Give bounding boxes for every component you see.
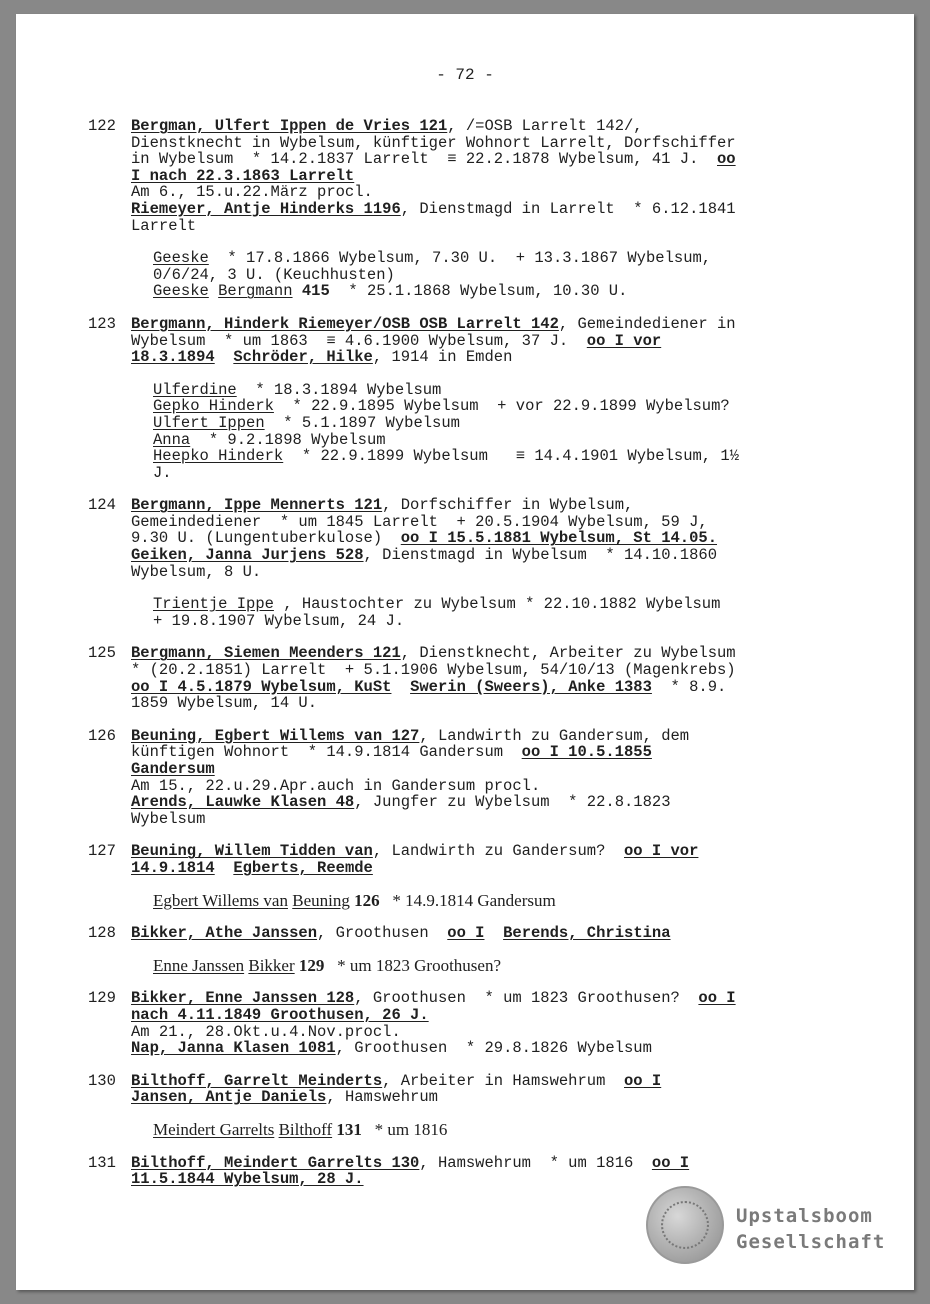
text-segment: * um 1816 — [361, 1119, 448, 1139]
text-segment: , Groothusen * um 1823 Groothusen? — [354, 989, 699, 1008]
entry-line — [131, 201, 848, 218]
text-segment: in Wybelsum * 14.2.1837 Larrelt ≡ 22.2.1878 Wybelsum, 41 J. — [131, 150, 717, 169]
text-segment: Trientje Ippe — [153, 595, 274, 614]
text-segment: oo I 10.5.1855 — [521, 743, 652, 762]
entry-line — [131, 860, 848, 877]
entry-number: 122 — [88, 117, 116, 135]
entry-122 — [88, 118, 848, 300]
child-line — [153, 465, 848, 482]
text-segment: * (20.2.1851) Larrelt + 5.1.1906 Wybelsum, 54/10/13 (Magenkrebs) — [131, 661, 736, 680]
entry-line — [131, 349, 848, 366]
entry-line — [131, 547, 848, 564]
child-line — [153, 1119, 848, 1139]
text-segment: , Landwirth zu Gandersum? — [372, 842, 624, 861]
text-segment: Am 6., 15.u.22.März procl. — [131, 183, 373, 202]
text-segment: Bikker, Athe Janssen — [131, 924, 318, 943]
text-segment: * 25.1.1868 Wybelsum, 10.30 U. — [329, 282, 628, 301]
text-segment: 129 — [298, 955, 325, 975]
text-segment: Beuning, Willem Tidden van — [131, 842, 373, 861]
entry-line — [131, 662, 848, 679]
text-segment: * 9.2.1898 Wybelsum — [190, 430, 386, 449]
text-segment: , Hamswehrum * um 1816 — [419, 1153, 652, 1172]
text-segment: , Hamswehrum — [326, 1088, 438, 1107]
text-segment: Meindert Garrelts — [153, 1119, 275, 1139]
entry-number: 124 — [88, 496, 116, 515]
child-line — [153, 955, 848, 975]
child-line — [153, 596, 848, 613]
entry-line — [131, 530, 848, 547]
entry-127 — [88, 843, 848, 909]
entry-line — [131, 695, 848, 712]
entry-129 — [88, 990, 848, 1056]
text-segment: Ulferdine — [153, 380, 237, 399]
text-segment: J. — [153, 463, 172, 482]
text-segment — [209, 282, 218, 300]
text-segment: , Dienstmagd in Wybelsum * 14.10.1860 — [363, 546, 718, 565]
entry-line — [131, 1171, 848, 1188]
text-segment: Berends, Christina — [503, 924, 671, 943]
document-page — [16, 14, 914, 1290]
entry-line — [131, 168, 848, 185]
child-line — [153, 283, 848, 300]
text-segment: , Jungfer zu Wybelsum * 22.8.1823 — [354, 793, 671, 812]
text-segment: , Landwirth zu Gandersum, dem — [419, 726, 690, 745]
text-segment: Nap, Janna Klasen 1081 — [131, 1039, 336, 1058]
text-segment: 415 — [301, 282, 330, 301]
child-line — [153, 432, 848, 449]
entry-line — [131, 778, 848, 795]
entry-131 — [88, 1155, 848, 1188]
text-segment: 11.5.1844 Wybelsum, 28 J. — [131, 1170, 364, 1189]
entry-line — [131, 135, 848, 152]
text-segment — [215, 859, 234, 877]
entry-126 — [88, 728, 848, 828]
text-segment: 9.30 U. (Lungentuberkulose) — [131, 529, 401, 548]
text-segment: Wybelsum, 8 U. — [131, 562, 262, 581]
child-line — [153, 250, 848, 267]
entry-line — [131, 761, 848, 778]
text-segment: , Arbeiter in Hamswehrum — [382, 1071, 624, 1090]
entry-123 — [88, 316, 848, 481]
text-segment: oo — [717, 150, 736, 169]
logo-line-2: Gesellschaft — [736, 1231, 886, 1253]
text-segment — [293, 282, 302, 300]
text-segment: * um 1823 Groothusen? — [324, 955, 501, 975]
entry-125 — [88, 645, 848, 711]
entry-130 — [88, 1073, 848, 1139]
entry-line — [131, 1073, 848, 1090]
text-segment: Heepko Hinderk — [153, 447, 284, 466]
text-segment: + 19.8.1907 Wybelsum, 24 J. — [153, 611, 405, 630]
text-segment: Swerin (Sweers), Anke 1383 — [410, 677, 652, 696]
entry-line — [131, 184, 848, 201]
text-segment: Egberts, Reemde — [233, 858, 373, 877]
text-segment: * 8.9. — [651, 677, 727, 696]
child-line — [153, 398, 848, 415]
text-segment: Geiken, Janna Jurjens 528 — [131, 546, 364, 565]
genealogy-entries — [88, 118, 848, 1188]
text-segment — [484, 924, 503, 942]
text-segment: , /=OSB Larrelt 142/, — [447, 117, 643, 135]
entry-line — [131, 843, 848, 860]
text-segment: 18.3.1894 — [131, 348, 215, 367]
text-segment — [391, 678, 410, 696]
entry-number: 131 — [88, 1153, 116, 1172]
text-segment: Geeske — [153, 249, 209, 268]
text-segment: oo I 4.5.1879 Wybelsum, KuSt — [131, 677, 392, 696]
text-segment: Ulfert Ippen — [153, 413, 265, 432]
text-segment: Bergman, Ulfert Ippen de Vries 121 — [131, 117, 448, 135]
entry-number: 123 — [88, 314, 116, 333]
text-segment: Anna — [153, 430, 191, 449]
text-segment: Gemeindediener * um 1845 Larrelt + 20.5.1904 Wybelsum, 59 J, — [131, 512, 708, 531]
text-segment: Wybelsum — [131, 809, 206, 828]
entry-number: 126 — [88, 726, 116, 745]
entry-124 — [88, 497, 848, 629]
text-segment: * 14.9.1814 Gandersum — [379, 890, 556, 910]
entry-line — [131, 514, 848, 531]
text-segment: Geeske — [153, 282, 209, 301]
text-segment: 126 — [354, 890, 380, 910]
text-segment: Jansen, Antje Daniels — [131, 1088, 327, 1107]
entry-line — [131, 316, 848, 333]
text-segment: oo I vor — [586, 331, 662, 350]
text-segment: Riemeyer, Antje Hinderks 1196 — [131, 199, 401, 218]
text-segment: Bikker, Enne Janssen 128 — [131, 989, 355, 1008]
entry-line — [131, 1089, 848, 1106]
entry-line — [131, 645, 848, 662]
entry-number: 128 — [88, 924, 116, 943]
text-segment: 131 — [336, 1119, 362, 1139]
text-segment: , 1914 in Emden — [372, 348, 513, 367]
entry-line — [131, 1007, 848, 1024]
text-segment: nach 4.11.1849 Groothusen, 26 J. — [131, 1005, 429, 1024]
text-segment: * 5.1.1897 Wybelsum — [264, 413, 460, 432]
text-segment: Bilthoff, Meindert Garrelts 130 — [131, 1153, 420, 1172]
entry-number: 130 — [88, 1071, 116, 1090]
child-line — [153, 890, 848, 910]
text-segment: Wybelsum * um 1863 ≡ 4.6.1900 Wybelsum, 37 J. — [131, 331, 587, 350]
text-segment: , Haustochter zu Wybelsum * 22.10.1882 Wybelsum — [273, 595, 721, 614]
text-segment: Arends, Lauwke Klasen 48 — [131, 793, 355, 812]
entry-line — [131, 811, 848, 828]
text-segment: Bilthoff — [278, 1119, 333, 1139]
text-segment: * 22.9.1899 Wybelsum ≡ 14.4.1901 Wybelsum, 1½ — [283, 447, 740, 466]
entry-number: 129 — [88, 989, 116, 1008]
text-segment: künftigen Wohnort * 14.9.1814 Gandersum — [131, 743, 522, 762]
text-segment: oo I 15.5.1881 Wybelsum, St 14.05. — [400, 529, 718, 548]
entry-line — [131, 497, 848, 514]
text-segment: Bergmann, Hinderk Riemeyer/OSB OSB Larrelt 142 — [131, 314, 559, 333]
text-segment: Gepko Hinderk — [153, 397, 274, 416]
text-segment: 1859 Wybelsum, 14 U. — [131, 694, 318, 713]
text-segment: I nach 22.3.1863 Larrelt — [131, 166, 355, 185]
text-segment: 14.9.1814 — [131, 858, 215, 877]
text-segment: oo I — [447, 924, 485, 943]
text-segment: oo I — [624, 1071, 662, 1090]
text-segment: oo I — [698, 989, 736, 1008]
text-segment — [215, 348, 234, 366]
text-segment: oo I — [651, 1153, 690, 1172]
text-segment: Am 21., 28.Okt.u.4.Nov.procl. — [131, 1022, 401, 1041]
entry-line — [131, 990, 848, 1007]
entry-line — [131, 1040, 848, 1057]
entry-line — [131, 794, 848, 811]
text-segment: Enne Janssen — [153, 955, 245, 975]
text-segment: , Dienstmagd in Larrelt * 6.12.1841 — [400, 199, 736, 218]
entry-line — [131, 151, 848, 168]
text-segment: , Dorfschiffer in Wybelsum, — [382, 496, 634, 515]
entry-line — [131, 118, 848, 135]
text-segment: * 17.8.1866 Wybelsum, 7.30 U. + 13.3.1867 Wybelsum, — [208, 249, 712, 268]
child-line — [153, 415, 848, 432]
text-segment: * 22.9.1895 Wybelsum + vor 22.9.1899 Wybelsum? — [273, 397, 730, 416]
child-line — [153, 382, 848, 399]
child-line — [153, 267, 848, 284]
entry-line — [131, 333, 848, 350]
text-segment: Bergmann — [218, 282, 293, 301]
entry-line — [131, 744, 848, 761]
entry-line — [131, 925, 848, 942]
child-line — [153, 448, 848, 465]
entry-number: 125 — [88, 644, 116, 663]
text-segment: Bergmann, Siemen Meenders 121 — [131, 644, 401, 663]
society-logo — [736, 1203, 885, 1255]
text-segment: Egbert Willems van — [153, 890, 288, 910]
entry-line — [131, 1155, 848, 1172]
text-segment: , Groothusen * 29.8.1826 Wybelsum — [335, 1039, 652, 1058]
entry-line — [131, 564, 848, 581]
entry-line — [131, 679, 848, 696]
text-segment: Beuning — [292, 890, 350, 910]
text-segment: Bikker — [248, 955, 295, 975]
text-segment: Am 15., 22.u.29.Apr.auch in Gandersum procl. — [131, 776, 541, 795]
entry-line — [131, 728, 848, 745]
text-segment: Dienstknecht in Wybelsum, künftiger Wohnort Larrelt, Dorfschiffer — [131, 133, 736, 152]
text-segment: Gandersum — [131, 760, 215, 778]
logo-line-1: Upstalsboom — [736, 1205, 873, 1227]
child-line — [153, 613, 848, 630]
text-segment: , Groothusen — [317, 924, 448, 943]
page-number: - 72 - — [436, 66, 494, 84]
entry-line — [131, 218, 848, 235]
text-segment: 0/6/24, 3 U. (Keuchhusten) — [153, 265, 395, 284]
text-segment: , Gemeindediener in — [558, 314, 736, 333]
text-segment: Bilthoff, Garrelt Meinderts — [131, 1071, 383, 1090]
entry-128 — [88, 925, 848, 974]
society-seal-icon — [646, 1186, 724, 1264]
text-segment: Larrelt — [131, 216, 197, 235]
text-segment: oo I vor — [624, 842, 699, 861]
text-segment: Schröder, Hilke — [233, 348, 373, 367]
text-segment: , Dienstknecht, Arbeiter zu Wybelsum — [400, 644, 736, 663]
text-segment: Bergmann, Ippe Mennerts 121 — [131, 496, 383, 515]
text-segment: * 18.3.1894 Wybelsum — [236, 380, 442, 399]
entry-line — [131, 1024, 848, 1041]
entry-number: 127 — [88, 842, 116, 861]
text-segment: Beuning, Egbert Willems van 127 — [131, 726, 420, 745]
